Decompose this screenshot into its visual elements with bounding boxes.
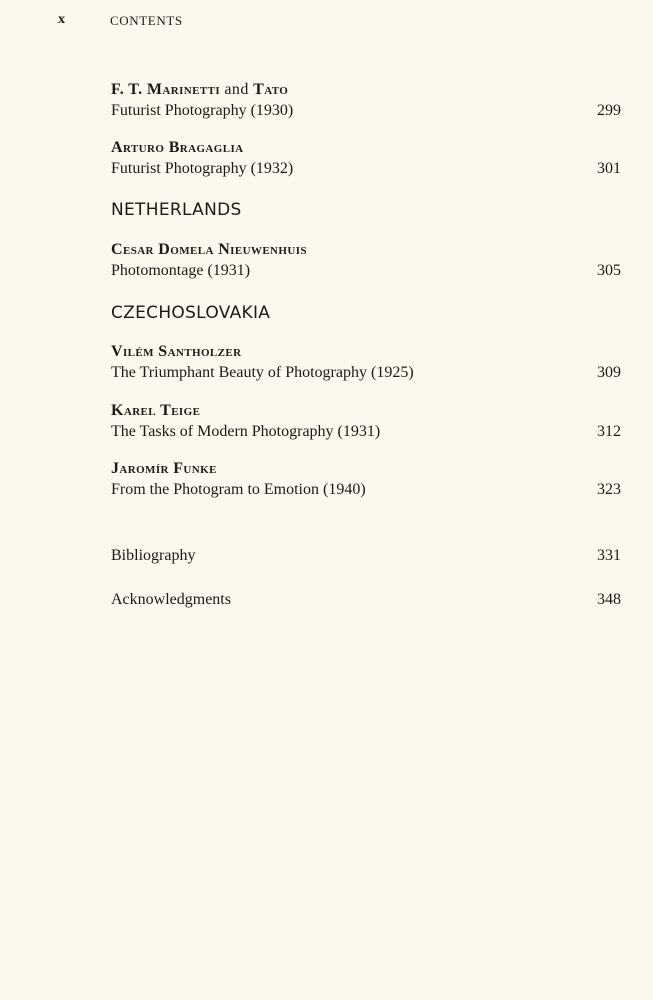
toc-entry[interactable] bbox=[111, 401, 621, 443]
entry-page-number: 323 bbox=[597, 481, 621, 498]
section-heading-czechoslovakia: CZECHOSLOVAKIA bbox=[111, 303, 271, 323]
entry-author: Jaromír Funke bbox=[111, 460, 217, 477]
toc-entry-bibliography[interactable] bbox=[111, 545, 621, 567]
entry-title: Photomontage (1931) bbox=[111, 262, 251, 279]
entry-page-number: 312 bbox=[597, 423, 621, 440]
section-heading-netherlands: NETHERLANDS bbox=[111, 200, 242, 220]
entry-title: The Tasks of Modern Photography (1931) bbox=[111, 423, 381, 440]
running-title: CONTENTS bbox=[110, 13, 183, 28]
entry-title-row bbox=[111, 158, 621, 180]
entry-author: Cesar Domela Nieuwenhuis bbox=[111, 241, 307, 258]
toc-entry[interactable] bbox=[111, 459, 621, 501]
page-number: x bbox=[58, 12, 66, 27]
entry-page-number: 299 bbox=[597, 102, 621, 119]
entry-page-number: 348 bbox=[597, 591, 621, 608]
entry-title: Bibliography bbox=[111, 547, 196, 564]
entry-page-number: 305 bbox=[597, 262, 621, 279]
entry-title: Futurist Photography (1930) bbox=[111, 102, 294, 119]
entry-title: Futurist Photography (1932) bbox=[111, 160, 294, 177]
running-header bbox=[58, 12, 618, 32]
toc-entry[interactable] bbox=[111, 80, 621, 122]
entry-title-row bbox=[111, 100, 621, 122]
entry-page-number: 301 bbox=[597, 160, 621, 177]
entry-title-row bbox=[111, 260, 621, 282]
entry-page-number: 331 bbox=[597, 547, 621, 564]
toc-entry[interactable] bbox=[111, 138, 621, 180]
toc-entry[interactable] bbox=[111, 342, 621, 384]
toc-entry[interactable] bbox=[111, 240, 621, 282]
entry-title: Acknowledgments bbox=[111, 591, 231, 608]
entry-author: Vilém Santholzer bbox=[111, 343, 242, 360]
toc-entry-acknowledgments[interactable] bbox=[111, 589, 621, 611]
entry-author: Karel Teige bbox=[111, 402, 201, 419]
entry-page-number: 309 bbox=[597, 364, 621, 381]
entry-title-row bbox=[111, 362, 621, 384]
entry-author: Arturo Bragaglia bbox=[111, 139, 244, 156]
entry-title: The Triumphant Beauty of Photography (1925) bbox=[111, 364, 414, 381]
entry-title: From the Photogram to Emotion (1940) bbox=[111, 481, 366, 498]
entry-author: F. T. Marinetti and Tato bbox=[111, 81, 289, 98]
entry-title-row bbox=[111, 479, 621, 501]
entry-title-row bbox=[111, 421, 621, 443]
